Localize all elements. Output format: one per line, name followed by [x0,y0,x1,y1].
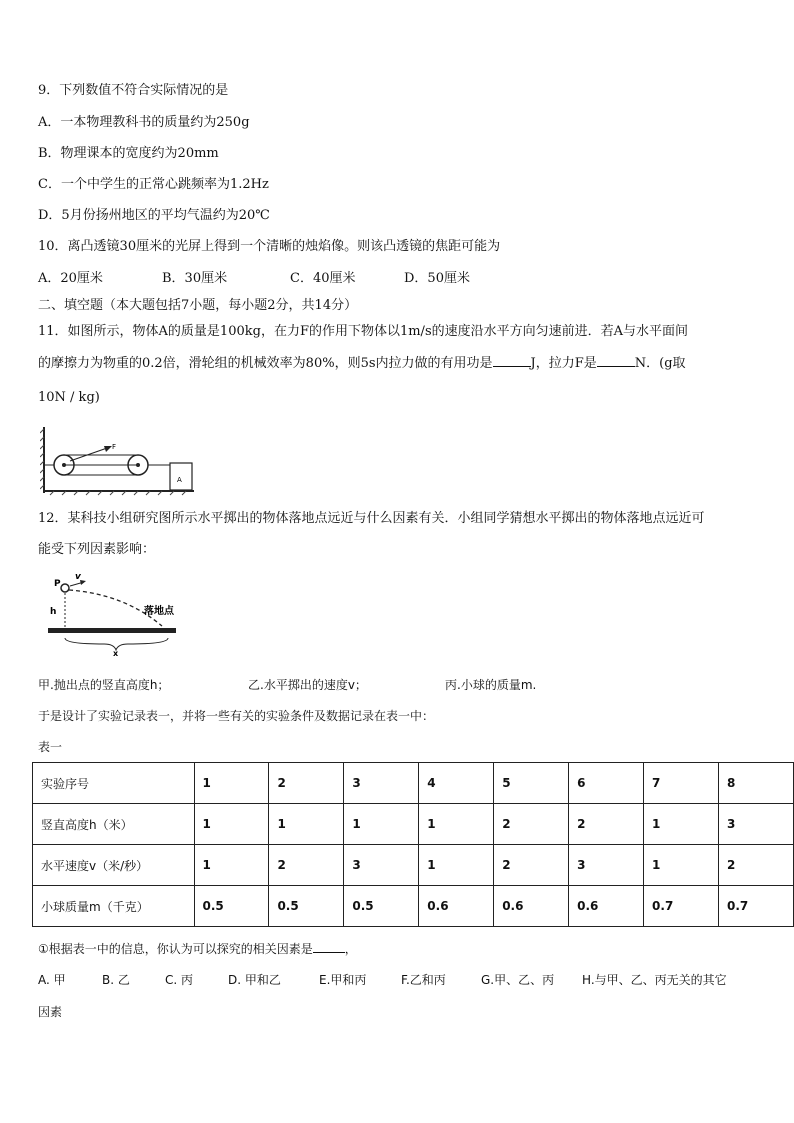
choice-a: A. 甲 [38,973,66,987]
data-table [32,762,794,927]
table-cell: 5 [494,763,569,804]
table-cell: 2 [269,763,344,804]
answer-blank-factor[interactable] [313,940,345,953]
table-cell: 6 [569,763,644,804]
q9-option-d: D．5月份扬州地区的平均气温约为20℃ [38,208,270,223]
q12-line1: 12．某科技小组研究图所示水平掷出的物体落地点远近与什么因素有关．小组同学猜想水平掷出的物体落地点远近可 [38,511,705,526]
table-header-cell: 水平速度v（米/秒） [33,845,195,886]
table-cell: 2 [718,845,793,886]
q9-stem: 9．下列数值不符合实际情况的是 [38,83,229,98]
point-label: P [54,579,61,589]
q11-line1: 11．如图所示，物体A的质量是100kg，在力F的作用下物体以1m/s的速度沿水平方向匀速前进．若A与水平面间 [38,324,689,339]
q12-sub1-text: ①根据表一中的信息，你认为可以探究的相关因素是 [38,942,313,956]
q11-text-b: J，拉力F是 [530,356,597,371]
table-cell: 1 [644,845,719,886]
table-cell: 4 [419,763,494,804]
q11-line3: 10N / kg) [38,390,100,405]
table-cell: 0.5 [194,886,269,927]
choice-b: B. 乙 [102,973,130,987]
q10-option-b: B．30厘米 [162,271,228,286]
table-cell: 0.6 [494,886,569,927]
table-cell: 2 [269,845,344,886]
q12-line2: 能受下列因素影响： [38,542,156,557]
table-cell: 8 [718,763,793,804]
table-cell: 1 [194,845,269,886]
q12-design: 于是设计了实验记录表一，并将一些有关的实验条件及数据记录在表一中： [38,709,435,723]
table-cell: 1 [419,804,494,845]
distance-label: x [113,649,119,658]
factor-b: 乙.水平掷出的速度v； [248,678,367,692]
table-cell: 0.7 [718,886,793,927]
table-cell: 0.5 [344,886,419,927]
height-label: h [50,607,57,617]
q9-option-a: A．一本物理教科书的质量约为250g [38,115,250,130]
projectile-figure [44,570,184,660]
q10-option-a: A．20厘米 [38,271,103,286]
table-row [33,763,794,804]
table-cell: 2 [569,804,644,845]
table-cell: 3 [344,763,419,804]
choice-g: G.甲、乙、丙 [481,973,555,987]
table-cell: 1 [644,804,719,845]
table-cell: 2 [494,845,569,886]
table-cell: 7 [644,763,719,804]
table-cell: 1 [194,804,269,845]
answer-blank-force[interactable] [597,354,635,367]
choice-d: D. 甲和乙 [228,973,281,987]
landing-label: 落地点 [144,606,174,617]
q11-text-c: N．(g取 [634,356,686,371]
q12-sub1-end: ， [344,942,357,956]
block-label: A [177,476,182,484]
answer-blank-work[interactable] [493,354,531,367]
q9-option-c: C．一个中学生的正常心跳频率为1.2Hz [38,177,269,192]
choice-f: F.乙和丙 [401,973,446,987]
table-cell: 3 [718,804,793,845]
table-header-cell: 实验序号 [33,763,195,804]
table-header-cell: 小球质量m（千克） [33,886,195,927]
q10-option-d: D．50厘米 [404,271,470,286]
section-heading: 二、填空题（本大题包括7小题，每小题2分，共14分） [38,298,358,313]
q12-sub1 [38,940,357,958]
table-title: 表一 [38,740,63,754]
velocity-label: v [75,572,81,582]
table-cell: 1 [194,763,269,804]
table-cell: 1 [269,804,344,845]
q10-stem: 10．离凸透镜30厘米的光屏上得到一个清晰的烛焰像。则该凸透镜的焦距可能为 [38,239,501,254]
table-row [33,886,794,927]
table-cell: 3 [344,845,419,886]
pulley-figure [40,425,200,497]
table-cell: 0.5 [269,886,344,927]
table-row [33,804,794,845]
choice-c: C. 丙 [165,973,194,987]
choice-h: H.与甲、乙、丙无关的其它 [582,973,727,987]
factor-c: 丙.小球的质量m. [445,678,537,692]
table-cell: 2 [494,804,569,845]
q11-text-a: 的摩擦力为物重的0.2倍，滑轮组的机械效率为80%，则5s内拉力做的有用功是 [38,356,493,371]
table-cell: 0.6 [419,886,494,927]
q10-option-c: C．40厘米 [290,271,356,286]
choice-e: E.甲和丙 [319,973,367,987]
table-cell: 0.6 [569,886,644,927]
factor-a: 甲.抛出点的竖直高度h； [38,678,170,692]
table-header-cell: 竖直高度h（米） [33,804,195,845]
q9-option-b: B．物理课本的宽度约为20mm [38,146,219,161]
table-row [33,845,794,886]
table-cell: 3 [569,845,644,886]
choice-h-continued: 因素 [38,1005,63,1019]
force-label: F [112,443,117,451]
table-cell: 0.7 [644,886,719,927]
q11-line2 [38,354,686,373]
table-cell: 1 [419,845,494,886]
table-cell: 1 [344,804,419,845]
